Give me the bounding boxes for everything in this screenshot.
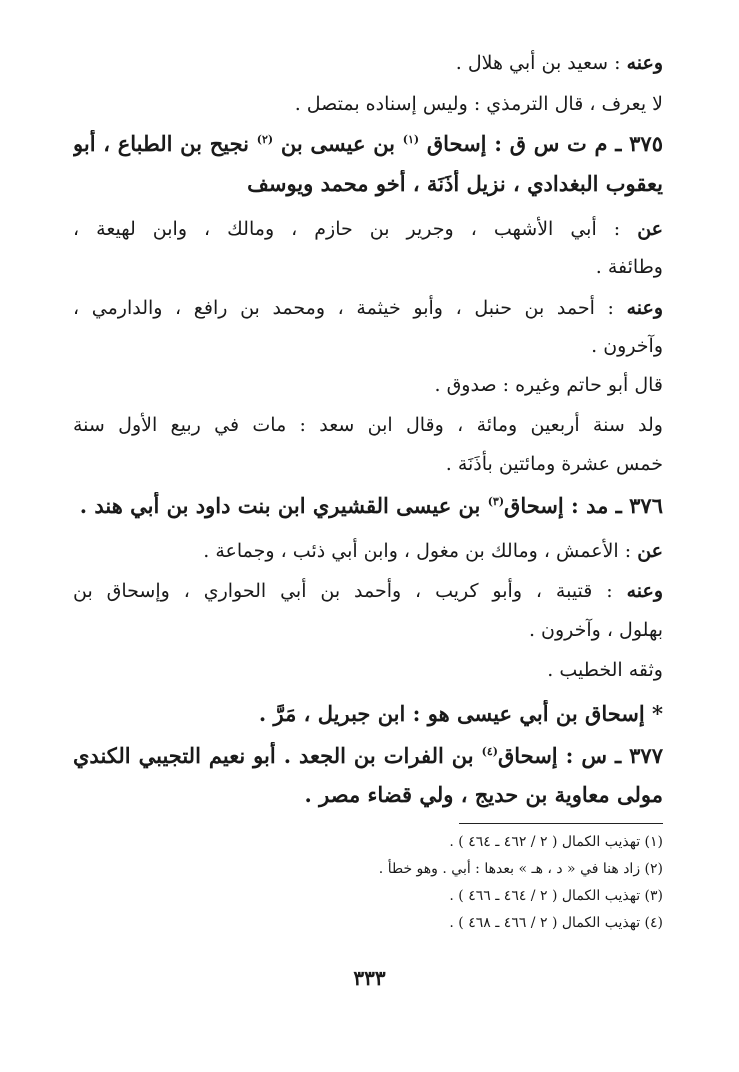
line-text: لا يعرف ، قال الترمذي : وليس إسناده بمتصل .	[294, 93, 663, 115]
line-text: : أحمد بن حنبل ، وأبو خيثمة ، ومحمد بن رافع ، والدارمي ،	[73, 297, 627, 319]
page-number: ٣٣٣	[353, 966, 386, 990]
line-text: بهلول ، وآخرون .	[528, 619, 663, 641]
entry-heading-376	[73, 492, 663, 520]
line-text: : سعيد بن أبي هلال .	[455, 52, 627, 74]
heading-text: ٣٧٥ ـ م ت س ق : إسحاق	[419, 131, 663, 156]
text-line	[73, 253, 663, 281]
heading-text: بن عيسى بن	[273, 131, 403, 156]
text-line	[73, 577, 663, 605]
footnote-ref-4: (٤)	[481, 745, 498, 758]
line-text: وآخرون .	[591, 335, 663, 357]
heading-text: ٣٧٦ ـ مد : إسحاق	[504, 493, 663, 518]
footnote-4: (٤) تهذيب الكمال ( ٢ / ٤٦٦ ـ ٤٦٨ ) .	[449, 915, 663, 931]
line-text: وطائفة .	[595, 256, 663, 278]
heading-text: مولى معاوية بن حديج ، ولي قضاء مصر .	[304, 782, 663, 807]
footnote-3: (٣) تهذيب الكمال ( ٢ / ٤٦٤ ـ ٤٦٦ ) .	[449, 888, 663, 904]
footnote-2: (٢) زاد هنا في « د ، هـ » بعدها : أبي . وهو خطأ .	[378, 861, 663, 877]
line-text: : أبي الأشهب ، وجرير بن حازم ، ومالك ، وابن لهيعة ،	[73, 218, 638, 240]
text-line	[73, 215, 663, 243]
text-line	[73, 616, 663, 644]
line-text: قال أبو حاتم وغيره : صدوق .	[434, 374, 663, 396]
footnote-separator	[459, 823, 663, 824]
heading-text: بن عيسى القشيري ابن بنت داود بن أبي هند .	[79, 493, 488, 518]
text-line	[73, 49, 663, 77]
text-line	[73, 371, 663, 399]
text-line	[73, 90, 663, 118]
entry-heading-375	[73, 130, 663, 158]
text-line	[73, 332, 663, 360]
heading-text: نجيح بن الطباع ، أبو	[73, 131, 257, 156]
line-text: : الأعمش ، ومالك بن مغول ، وابن أبي ذئب ، وجماعة .	[203, 540, 638, 562]
line-text: خمس عشرة ومائتين بأَذَنَة .	[445, 453, 663, 475]
heading-text: يعقوب البغدادي ، نزيل أَذَنَة ، أخو محمد ويوسف	[247, 171, 663, 196]
line-text: ولد سنة أربعين ومائة ، وقال ابن سعد : مات في ربيع الأول سنة	[73, 414, 663, 436]
cross-reference	[73, 700, 663, 728]
lead-word: وعنه	[626, 52, 663, 74]
lead-word: وعنه	[626, 297, 663, 319]
footnote-ref-3: (٣)	[487, 495, 505, 508]
text-line	[73, 537, 663, 565]
lead-word: وعنه	[626, 580, 663, 602]
entry-heading-375-cont	[73, 170, 663, 198]
heading-text: بن الفرات بن الجعد . أبو نعيم التجيبي الكندي	[73, 743, 482, 768]
footnote-ref-1: (١)	[402, 133, 420, 146]
line-text: وثقه الخطيب .	[547, 659, 663, 681]
lead-word: عن	[637, 218, 663, 240]
heading-text: ٣٧٧ ـ س : إسحاق	[497, 743, 663, 768]
text-line	[73, 450, 663, 478]
entry-heading-377	[73, 742, 663, 770]
entry-heading-377-cont	[73, 781, 663, 809]
text-line	[73, 411, 663, 439]
text-line	[73, 294, 663, 322]
heading-text: * إسحاق بن أبي عيسى هو : ابن جبريل ، مَرَّ .	[258, 701, 663, 726]
footnote-ref-2: (٢)	[256, 133, 274, 146]
line-text: : قتيبة ، وأبو كريب ، وأحمد بن أبي الحواري ، وإسحاق بن	[73, 580, 627, 602]
lead-word: عن	[637, 540, 663, 562]
text-line	[73, 656, 663, 684]
footnote-1: (١) تهذيب الكمال ( ٢ / ٤٦٢ ـ ٤٦٤ ) .	[449, 834, 663, 850]
